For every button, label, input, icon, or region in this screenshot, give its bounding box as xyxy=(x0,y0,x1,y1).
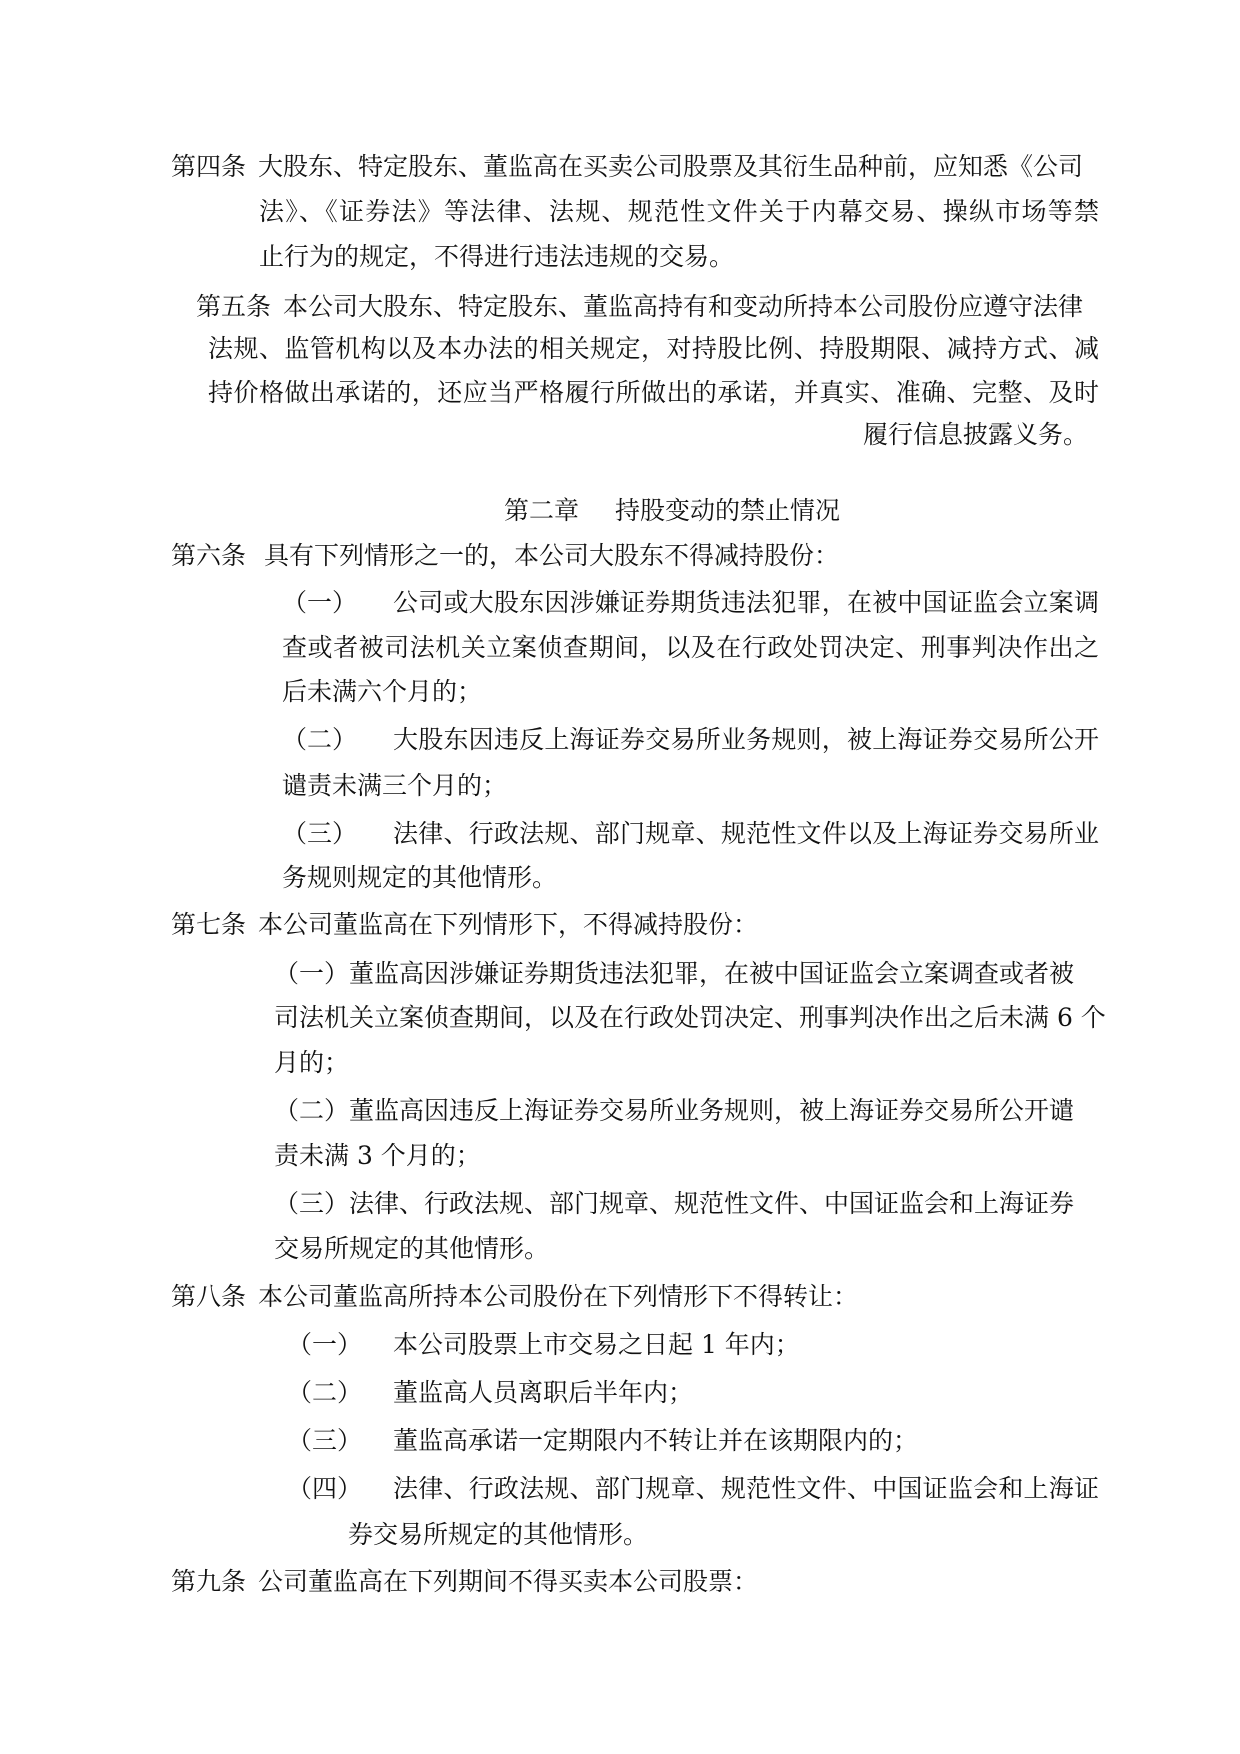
article-text: 履行信息披露义务。 xyxy=(863,420,1089,449)
item-marker: （四） xyxy=(287,1474,363,1503)
article-8-intro xyxy=(171,1282,858,1312)
item-text: 券交易所规定的其他情形。 xyxy=(348,1520,649,1549)
article-text: 本公司董监高所持本公司股份在下列情形下不得转让： xyxy=(258,1282,859,1311)
article-9-intro xyxy=(171,1567,758,1597)
item-text-content: 董监高因违反上海证券交易所业务规则，被上海证券交易所公开谴 xyxy=(349,1096,1075,1125)
article-text: 公司董监高在下列期间不得买卖本公司股票： xyxy=(258,1567,759,1596)
item-text: 后未满六个月的； xyxy=(282,677,483,706)
item-text: 司法机关立案侦查期间，以及在行政处罚决定、刑事判决作出之后未满 6 个 xyxy=(274,1003,1106,1032)
item-text-content: 董监高因涉嫌证券期货违法犯罪，在被中国证监会立案调查或者被 xyxy=(349,959,1075,988)
item-text: 责未满 3 个月的； xyxy=(274,1141,481,1170)
item-text: 务规则规定的其他情形。 xyxy=(282,863,558,892)
article-4-line-1 xyxy=(171,152,1083,182)
article-label: 第五条 xyxy=(196,292,272,321)
item-text xyxy=(274,1096,1074,1126)
article-text: 持价格做出承诺的，还应当严格履行所做出的承诺，并真实、准确、完整、及时 xyxy=(208,378,1099,407)
item-text: 法律、行政法规、部门规章、规范性文件以及上海证券交易所业 xyxy=(393,819,1099,848)
article-text: 具有下列情形之一的，本公司大股东不得减持股份： xyxy=(264,541,840,570)
item-text xyxy=(274,1189,1074,1219)
item-marker: （一） xyxy=(282,588,358,617)
item-text: 大股东因违反上海证券交易所业务规则，被上海证券交易所公开 xyxy=(393,725,1099,754)
article-text: 大股东、特定股东、董监高在买卖公司股票及其衍生品种前，应知悉《公司 xyxy=(258,152,1084,181)
item-marker: （二） xyxy=(287,1378,363,1407)
chapter-number: 第二章 xyxy=(504,496,580,525)
article-label: 第八条 xyxy=(171,1282,247,1311)
item-marker: （三） xyxy=(282,819,358,848)
item-text: 公司或大股东因涉嫌证券期货违法犯罪，在被中国证监会立案调 xyxy=(393,588,1099,617)
article-text: 本公司董监高在下列情形下，不得减持股份： xyxy=(258,910,759,939)
item-text: 月的； xyxy=(274,1048,350,1077)
article-label: 第九条 xyxy=(171,1567,247,1596)
item-text: 交易所规定的其他情形。 xyxy=(274,1234,550,1263)
article-7-intro xyxy=(171,910,758,940)
item-marker: （二） xyxy=(282,725,358,754)
item-marker: （二） xyxy=(274,1096,350,1125)
article-text: 法规、监管机构以及本办法的相关规定，对持股比例、持股期限、减持方式、减 xyxy=(208,334,1099,363)
item-text: 法律、行政法规、部门规章、规范性文件、中国证监会和上海证 xyxy=(393,1474,1099,1503)
item-marker: （三） xyxy=(287,1426,363,1455)
article-text: 止行为的规定，不得进行违法违规的交易。 xyxy=(259,242,735,271)
item-marker: （一） xyxy=(274,959,350,988)
article-label: 第四条 xyxy=(171,152,247,181)
item-marker: （三） xyxy=(274,1189,350,1218)
item-text: 董监高承诺一定期限内不转让并在该期限内的； xyxy=(393,1426,919,1455)
item-text: 董监高人员离职后半年内； xyxy=(393,1378,694,1407)
item-text-content: 法律、行政法规、部门规章、规范性文件、中国证监会和上海证券 xyxy=(349,1189,1075,1218)
article-5-line-1 xyxy=(196,292,1083,322)
article-text: 本公司大股东、特定股东、董监高持有和变动所持本公司股份应遵守法律 xyxy=(283,292,1084,321)
article-label: 第六条 xyxy=(171,541,247,570)
chapter-heading xyxy=(504,496,840,526)
item-marker: （一） xyxy=(287,1330,363,1359)
item-text: 谴责未满三个月的； xyxy=(282,771,508,800)
article-label: 第七条 xyxy=(171,910,247,939)
article-6-intro xyxy=(171,541,839,571)
item-text xyxy=(274,959,1074,989)
item-text: 查或者被司法机关立案侦查期间，以及在行政处罚决定、刑事判决作出之 xyxy=(282,633,1099,662)
article-text: 法》、《证券法》等法律、法规、规范性文件关于内幕交易、操纵市场等禁 xyxy=(259,197,1099,226)
chapter-title: 持股变动的禁止情况 xyxy=(615,496,841,525)
item-text: 本公司股票上市交易之日起 1 年内； xyxy=(393,1330,800,1359)
